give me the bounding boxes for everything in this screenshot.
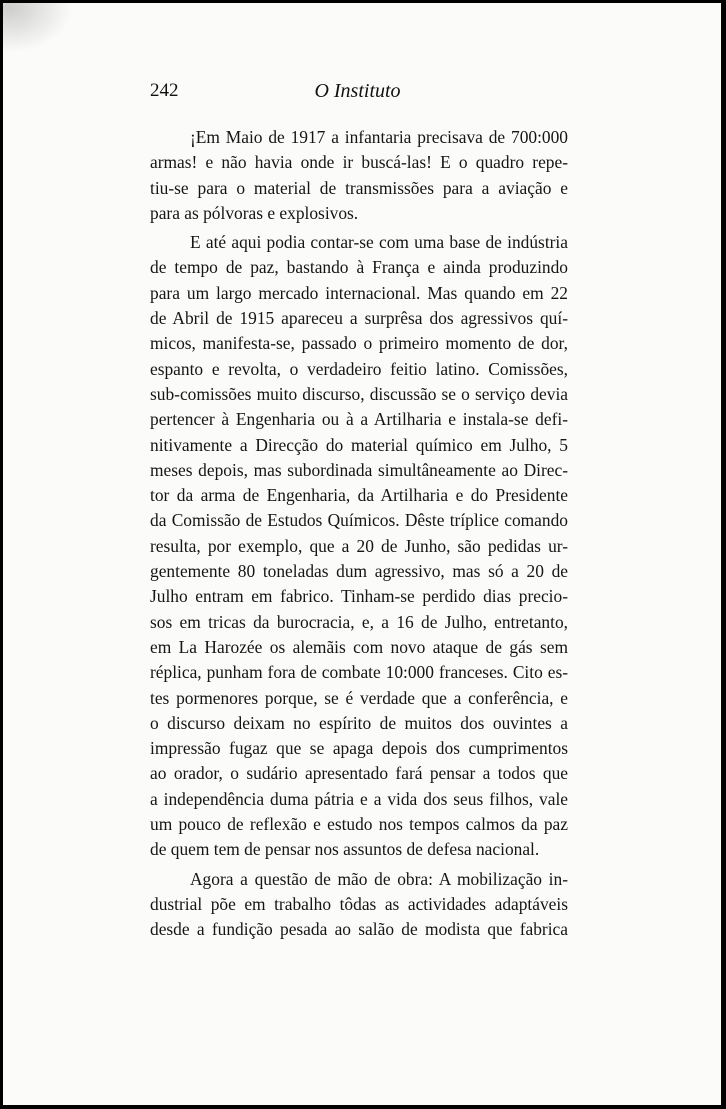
text-line: sub-comissões muito discurso, discussão se o serviço devia xyxy=(150,383,568,404)
text-line: de quem tem de pensar nos assuntos de defesa nacional. xyxy=(150,839,540,860)
text-line: tes pormenores porque, se é verdade que a conferência, e xyxy=(150,687,568,708)
text-line: sos em tricas da burocracia, e, a 16 de Julho, entretanto, xyxy=(150,611,568,632)
text-line: ¡Em Maio de 1917 a infantaria precisava de 700:000 xyxy=(190,127,568,147)
text-line: armas! e não havia onde ir buscá-las! E o quadro repe- xyxy=(150,152,568,173)
text-line: espanto e revolta, o verdadeiro feitio latino. Comissões, xyxy=(150,358,568,379)
text-line: para um largo mercado internacional. Mas quando em 22 xyxy=(150,282,568,303)
text-line: ao orador, o sudário apresentado fará pensar a todos que xyxy=(150,763,568,784)
text-line: Julho entram em fabrico. Tinham-se perdido dias precio- xyxy=(150,586,568,607)
page-number: 242 xyxy=(150,80,179,101)
text-line: pertencer à Engenharia ou à a Artilharia e instala-se defi- xyxy=(150,409,568,430)
paragraph-1 xyxy=(150,125,568,226)
paragraph-3 xyxy=(150,867,568,943)
text-line: desde a fundição pesada ao salão de modista que fabrica xyxy=(150,919,568,940)
text-line: Agora a questão de mão de obra: A mobilização in- xyxy=(190,868,568,889)
text-line: gentemente 80 toneladas dum agressivo, mas só a 20 de xyxy=(150,561,568,582)
text-line: de tempo de paz, bastando à França e ainda produzindo xyxy=(150,257,568,278)
text-line: tiu-se para o material de transmissões para a aviação e xyxy=(150,177,568,198)
text-line: impressão fugaz que se apaga depois dos cumprimentos xyxy=(150,738,568,759)
text-line: da Comissão de Estudos Químicos. Dêste tríplice comando xyxy=(150,510,568,531)
text-line: micos, manifesta-se, passado o primeiro momento de dor, xyxy=(150,333,568,354)
page-header xyxy=(150,80,565,110)
running-title: O Instituto xyxy=(314,80,401,102)
text-line: para as pólvoras e explosivos. xyxy=(150,202,359,223)
text-line: de Abril de 1915 apareceu a surprêsa dos agressivos quí- xyxy=(150,308,568,329)
text-line: meses depois, mas subordinada simultâneamente ao Direc- xyxy=(150,459,568,480)
text-line: E até aqui podia contar-se com uma base de indústria xyxy=(190,232,568,253)
book-page xyxy=(3,3,721,1105)
text-line: réplica, punham fora de combate 10:000 franceses. Cito es- xyxy=(150,662,568,683)
text-line: tor da arma de Engenharia, da Artilharia e do Presidente xyxy=(150,485,568,506)
text-line: a independência duma pátria e a vida dos seus filhos, vale xyxy=(150,788,568,809)
text-line: nitivamente a Direcção do material químico em Julho, 5 xyxy=(150,434,568,455)
text-line: dustrial põe em trabalho tôdas as actividades adaptáveis xyxy=(150,893,568,914)
scan-smudge xyxy=(3,3,73,53)
text-line: o discurso deixam no espírito de muitos dos ouvintes a xyxy=(150,712,568,733)
paragraph-2 xyxy=(150,230,568,862)
text-line: resulta, por exemplo, que a 20 de Junho, são pedidas ur- xyxy=(150,535,568,556)
text-line: um pouco de reflexão e estudo nos tempos calmos da paz xyxy=(150,814,568,835)
text-line: em La Harozée os alemãis com novo ataque de gás sem xyxy=(150,636,568,657)
body-text xyxy=(150,125,568,947)
